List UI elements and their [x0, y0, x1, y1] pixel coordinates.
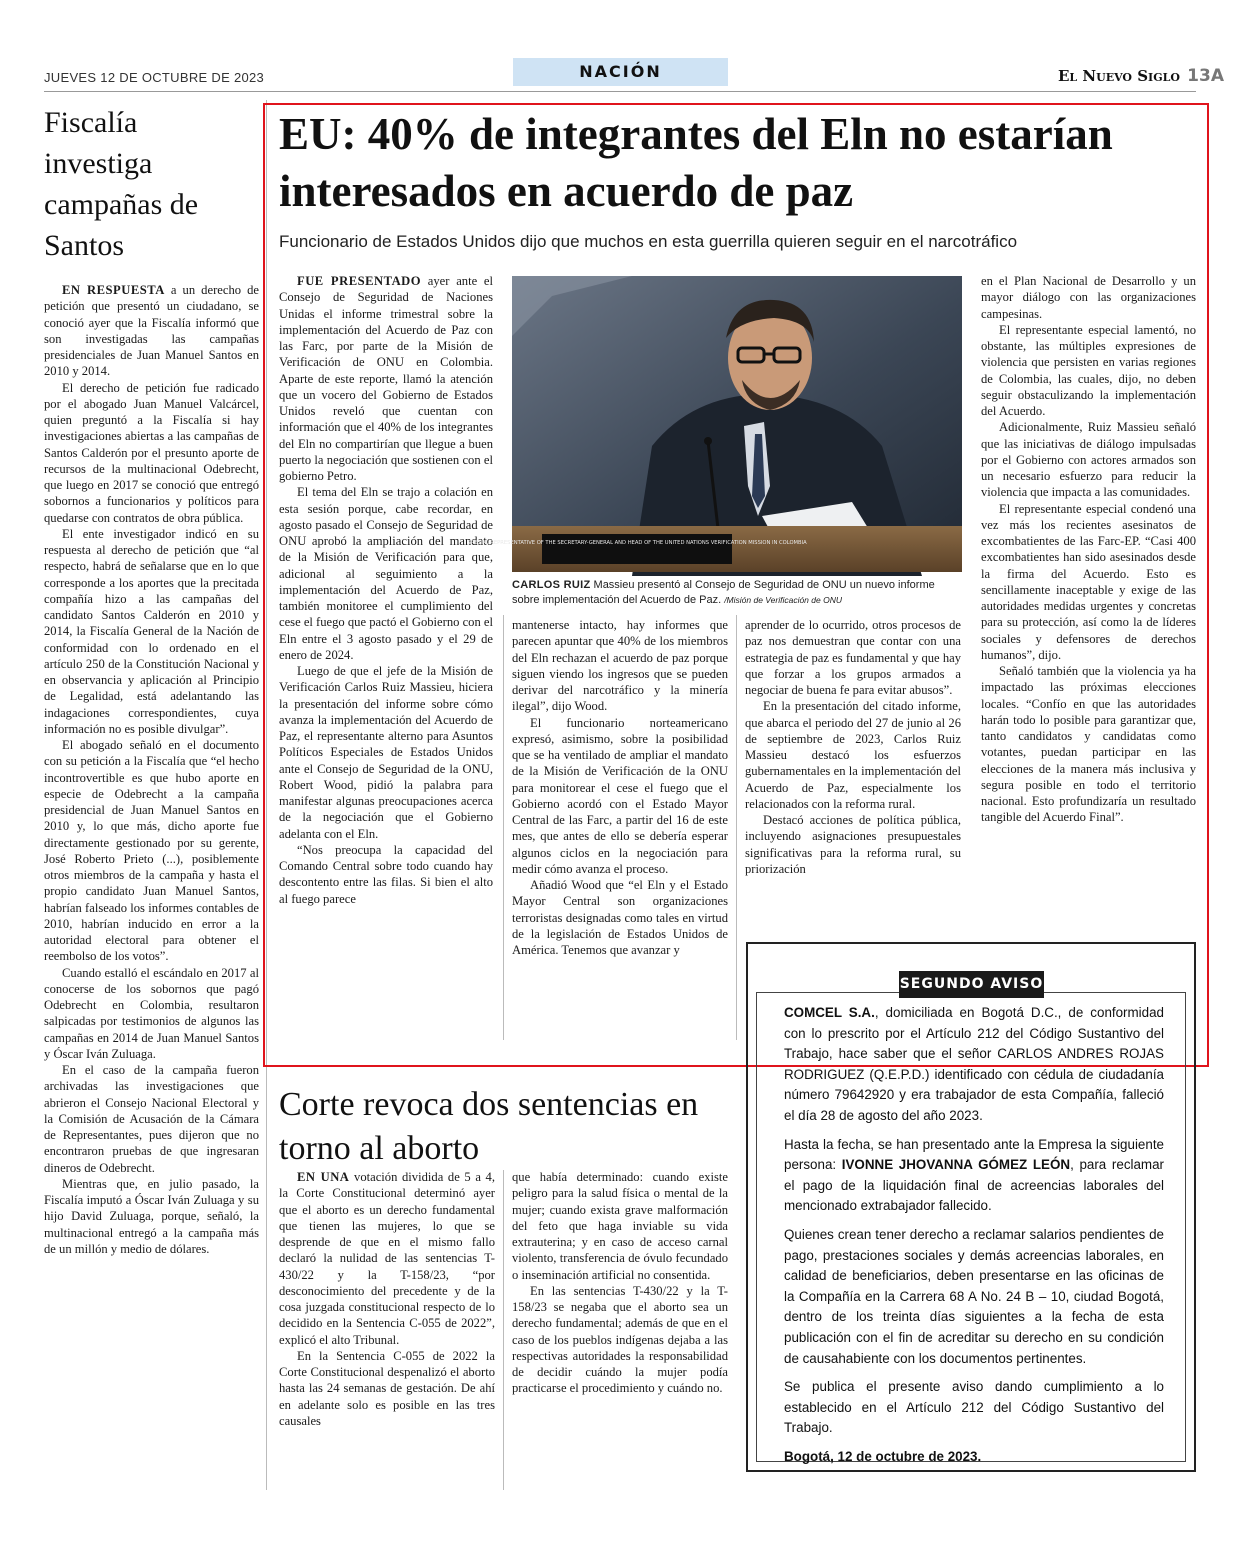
article-paragraph: Luego de que el jefe de la Misión de Verificación Carlos Ruiz Massieu, hiciera la presentación del informe sobre cómo avanza la implementación del Acuerdo de Paz, el representante alterno para Asuntos Políticos Especiales de Estados Unidos ante el Consejo de Seguridad de la ONU, Robert Wood, pidió la palabra para manifestar algunas preocupaciones acerca de la negociación que el Gobierno adelanta con el Eln.: [279, 664, 493, 841]
article-paragraph: que había determinado: cuando existe peligro para la salud física o mental de la mujer; cuando exista grave malformación del feto que haga inviable su vida extrauterina; y en caso de acceso carnal violento, transferencia de óvulo fecundado o inseminación artificial no consentida.: [512, 1170, 728, 1282]
article-paragraph: FUE PRESENTADO ayer ante el Consejo de Seguridad de Naciones Unidas el informe trimestral sobre la implementación del Acuerdo de Paz con las Farc, por parte de la Misión de Verificación de ONU en Colombia. Aparte de este reporte, llamó la atención que un vocero del Gobierno de Estados Unidos reveló que cuentan con información que el 40% de los integrantes del Eln no compartirían que llegue a buen puerto la negociación que sostienen con el gobierno Petro.: [279, 274, 493, 483]
article-paragraph: El representante especial condenó una vez más los recientes asesinatos de excombatientes de las Farc-EP. “Casi 400 excombatientes han sido asesinados desde la firma del Acuerdo. Esto es sencillamente inaceptable y exige de las autoridades medidas urgentes y concretas para su protección, así como la de líderes sociales y defensores de derechos humanos”, dijo.: [981, 501, 1196, 662]
notice-paragraph: Quienes crean tener derecho a reclamar salarios pendientes de pago, prestaciones sociales y demás acreencias laborales, en calidad de beneficiarios, deben presentarse en las oficinas de la Compañía en la Carrera 68 A No. 24 B – 10, ciudad Bogotá, dentro de los treinta días siguientes a la fecha de esta publicación con el fin de acreditar su derecho en su condición de causahabiente con los documentos pertinentes.: [784, 1226, 1164, 1366]
caption-credit: /Misión de Verificación de ONU: [724, 595, 842, 605]
article-paragraph: Señaló también que la violencia ya ha impactado las próximas elecciones locales. “Confío en que las autoridades harán todo lo posible para garantizar que, tanto candidatos y candidatas como votantes, puedan participar en las elecciones de la manera más inclusiva y segura posible en todo el territorio nacional. Esto profundizaría un resultado tangible del Acuerdo Final”.: [981, 664, 1196, 825]
notice-badge: SEGUNDO AVISO: [899, 971, 1044, 998]
article-paragraph: El tema del Eln se trajo a colación en esta sesión porque, cabe recordar, en agosto pasado el Consejo de Seguridad de ONU aprobó la ampliación del mandato de la Misión de Verificación para que, adicional al seguimiento a la implementación del Acuerdo de Paz, también monitoree el cumplimiento del cese el fuego que pactó el Gobierno con el Eln entre el 3 agosto pasado y el 29 de enero de 2024.: [279, 485, 494, 662]
legal-notice-text: [784, 1003, 1164, 1475]
caption-name: CARLOS RUIZ: [512, 579, 591, 591]
second-story-column-1: [279, 1169, 495, 1429]
notice-paragraph: Hasta la fecha, se han presentado ante la Empresa la siguiente persona: IVONNE JHOVANNA GÓMEZ LEÓN, para reclamar el pago de la liquidación final de acreencias laborales del mencionado extrabajador fallecido.: [784, 1136, 1164, 1214]
news-photo: [467, 276, 962, 572]
sidebar-paragraph: El abogado señaló en el documento con su petición a la Fiscalía que “el hecho incontrovertible es que hubo aporte en especie de Odebrecht a la campaña presidencial de Juan Manuel Santos en 2010 y, lo que más, dicho aporte fue directamente gestionado por su gerente, José Roberto Prieto (...), posiblemente otros miembros de la campaña y hasta el propio candidato Juan Manuel Santos, habrían falseado los informes contables de 2010, habrían inducido en error a la autoridad electoral para obtener el reembolso de los votos”.: [44, 738, 259, 964]
notice-company: COMCEL S.A.: [784, 1005, 875, 1020]
article-paragraph: En la Sentencia C-055 de 2022 la Corte Constitucional despenalizó el aborto hasta las 24 semanas de gestación. De ahí en adelante solo es posible en las tres causales: [279, 1348, 495, 1428]
main-headline: EU: 40% de integrantes del Eln no estarían interesados en acuerdo de paz: [279, 109, 1113, 216]
notice-paragraph: COMCEL S.A., domiciliada en Bogotá D.C., de conformidad con lo prescrito por el Artículo 212 del Código Sustantivo del Trabajo, hace saber que el señor CARLOS ANDRES ROJAS RODRIGUEZ (Q.E.P.D.) identificado con cédula de ciudadanía número 79642920 y era trabajador de esta Compañía, falleció el día 28 de agosto del año 2023.: [784, 1005, 1164, 1123]
second-story-column-2: [512, 1169, 728, 1397]
article-paragraph: El representante especial lamentó, no obstante, las múltiples expresiones de violencia que persisten en varias regiones de Colombia, las cuales, dijo, no deben seguir obstaculizando la implementación del Acuerdo.: [981, 322, 1196, 418]
article-paragraph: mantenerse intacto, hay informes que parecen apuntar que 40% de los miembros del Eln rechazan el acuerdo de paz porque siguen viendo los ingresos que se pueden derivar del narcotráfico y la minería ilegal”, dijo Wood.: [512, 618, 728, 714]
column-divider: [503, 1170, 504, 1490]
second-kicker: EN UNA: [297, 1170, 350, 1184]
photo-placard-text: SPECIAL REPRESENTATIVE OF THE SECRETARY-GENERAL AND HEAD OF THE UNITED NATIONS VERIFICATION MISSION IN COLOMBIA: [467, 540, 807, 546]
article-paragraph: EN UNA votación dividida de 5 a 4, la Corte Constitucional determinó ayer que el aborto es un derecho fundamental que tienen las mujeres, lo que se desprende de que en el mismo fallo declaró la nulidad de las sentencias T-430/22 y la T-158/23, “por desconocimiento del precedente y de la cosa juzgada constitucional respecto de lo decidido en la Sentencia C-055 de 2022”, explicó el alto Tribunal.: [279, 1170, 495, 1347]
header-rule: [44, 91, 1196, 92]
newspaper-masthead: [1058, 66, 1224, 86]
photo-caption: [512, 578, 962, 608]
sidebar-kicker: EN RESPUESTA: [62, 283, 165, 297]
issue-date: JUEVES 12 DE OCTUBRE DE 2023: [44, 70, 265, 85]
main-story-column-1: [279, 273, 493, 907]
photo-illustration: [467, 276, 962, 572]
article-paragraph: En la presentación del citado informe, que abarca el periodo del 27 de junio al 26 de septiembre de 2023, Carlos Ruiz Massieu destacó los esfuerzos gubernamentales en la implementación del Acuerdo de Paz, especialmente los relacionados con la reforma rural.: [745, 699, 961, 811]
sidebar-headline: Fiscalía investiga campañas de Santos: [44, 106, 199, 262]
sidebar-story-body: [44, 282, 259, 1257]
sidebar-paragraph: Cuando estalló el escándalo en 2017 al conocerse de los sobornos que pagó Odebrecht en Colombia, resultaron salpicadas por testimonios de algunos las campañas en 2014 de Juan Manuel Santos y Óscar Iván Zuluaga.: [44, 965, 259, 1061]
notice-paragraph: Se publica el presente aviso dando cumplimiento a lo establecido en el Artículo 212 del Código Sustantivo del Trabajo.: [784, 1379, 1164, 1436]
notice-signoff: Bogotá, 12 de octubre de 2023.: [784, 1448, 982, 1464]
article-paragraph: Añadió Wood que “el Eln y el Estado Mayor Central son organizaciones terroristas designadas como tales en virtud de la legislación de Estados Unidos de América. Tenemos que avanzar y: [512, 878, 728, 957]
article-paragraph: Destacó acciones de política pública, incluyendo asignaciones presupuestales significativas para la reforma rural, su priorización: [745, 813, 961, 876]
article-paragraph: “Nos preocupa la capacidad del Comando Central sobre todo cuando hay descontento entre las filas. Si bien el alto al fuego parece: [279, 842, 493, 906]
brand-name: El Nuevo Siglo: [1058, 67, 1180, 85]
sidebar-paragraph: El derecho de petición fue radicado por el abogado Juan Manuel Valcárcel, quien preguntó a la Fiscalía si hay investigaciones abiertas a las campañas de Santos Calderón por el presunto aporte de recursos de la multinacional Odebrecht, que luego en 2017 se conoció que entregó sobornos a funcionarios y políticos para quedarse con contratos de obra pública.: [44, 380, 259, 525]
article-paragraph: En las sentencias T-430/22 y la T-158/23 se negaba que el aborto sea un derecho fundamental; además de que en el caso de los pueblos indígenas dejaba a las respectivas autoridades la responsabilidad de decidir cuándo la mujer podía practicarse el procedimiento y cuándo no.: [512, 1283, 728, 1396]
article-paragraph: El funcionario norteamericano expresó, asimismo, sobre la posibilidad que se ha ventilado de ampliar el mandato de la Misión de Verificación de la ONU para monitorear el cese el fuego que el Gobierno acordó con el Estado Mayor Central de las Farc, a partir del 16 de este mes, que antes de ello se debería esperar algunos ciclos en la negociación para medir cómo avanza el proceso.: [512, 715, 728, 876]
sidebar-paragraph: Mientras que, en julio pasado, la Fiscalía imputó a Óscar Iván Zuluaga y su hijo David Zuluaga, porque, señaló, la multinacional entregó a la campaña más de un millón y medio de dólares.: [44, 1176, 259, 1256]
article-paragraph: aprender de lo ocurrido, otros procesos de paz nos demuestran que contar con una estrategia de paz es fundamental y que hay que forzar a los grupos armados a negociar de buena fe para evitar abusos”.: [745, 618, 961, 697]
second-headline: Corte revoca dos sentencias en torno al aborto: [279, 1086, 699, 1167]
caption-text: Massieu presentó al Consejo de Seguridad de ONU un nuevo informe sobre implementación del Acuerdo de Paz.: [512, 579, 935, 606]
sidebar-paragraph: EN RESPUESTA a un derecho de petición que presentó un ciudadano, se conoció ayer que la Fiscalía informó que son investigadas las campañas presidenciales de Juan Manuel Santos en 2010 y 2014.: [44, 283, 259, 379]
main-story-column-2: [512, 617, 728, 958]
sidebar-paragraph: El ente investigador indicó en su respuesta al derecho de petición que “al respecto, habrá de señalarse que en lo que corresponde a los aportes que la precitada compañía hizo a las campañas del candidato Santos Calderón en 2010 y 2014, la Fiscalía General de la Nación de conformidad con lo ordenado en el artículo 250 de la Constitución Nacional y en observancia y aplicación al Principio de Legalidad, está adelantando las indagaciones correspondientes, cuya información no es posible divulgar”.: [44, 526, 259, 736]
article-paragraph: Adicionalmente, Ruiz Massieu señaló que las iniciativas de diálogo impulsadas por el Gobierno con actores armados son un necesario esfuerzo para reducir la violencia que impacta a las comunidades.: [981, 420, 1196, 500]
section-label: NACIÓN: [513, 58, 728, 86]
sidebar-paragraph: En el caso de la campaña fueron archivadas las investigaciones que abrieron el Consejo Nacional Electoral y la Comisión de Acusación de la Cámara de Representantes, pues dijeron que no encontraron pruebas de que ingresaran dineros de Odebrecht.: [44, 1063, 259, 1175]
page-number: 13A: [1187, 66, 1224, 86]
main-story-column-3: [745, 617, 961, 877]
main-story-column-4: [981, 273, 1196, 826]
claimant-name: IVONNE JHOVANNA GÓMEZ LEÓN: [841, 1157, 1071, 1173]
main-kicker: FUE PRESENTADO: [297, 274, 422, 288]
article-paragraph: en el Plan Nacional de Desarrollo y un mayor diálogo con las organizaciones campesinas.: [981, 274, 1196, 321]
main-deck: Funcionario de Estados Unidos dijo que muchos en esta guerrilla quieren seguir en el narcotráfico: [279, 232, 1018, 251]
